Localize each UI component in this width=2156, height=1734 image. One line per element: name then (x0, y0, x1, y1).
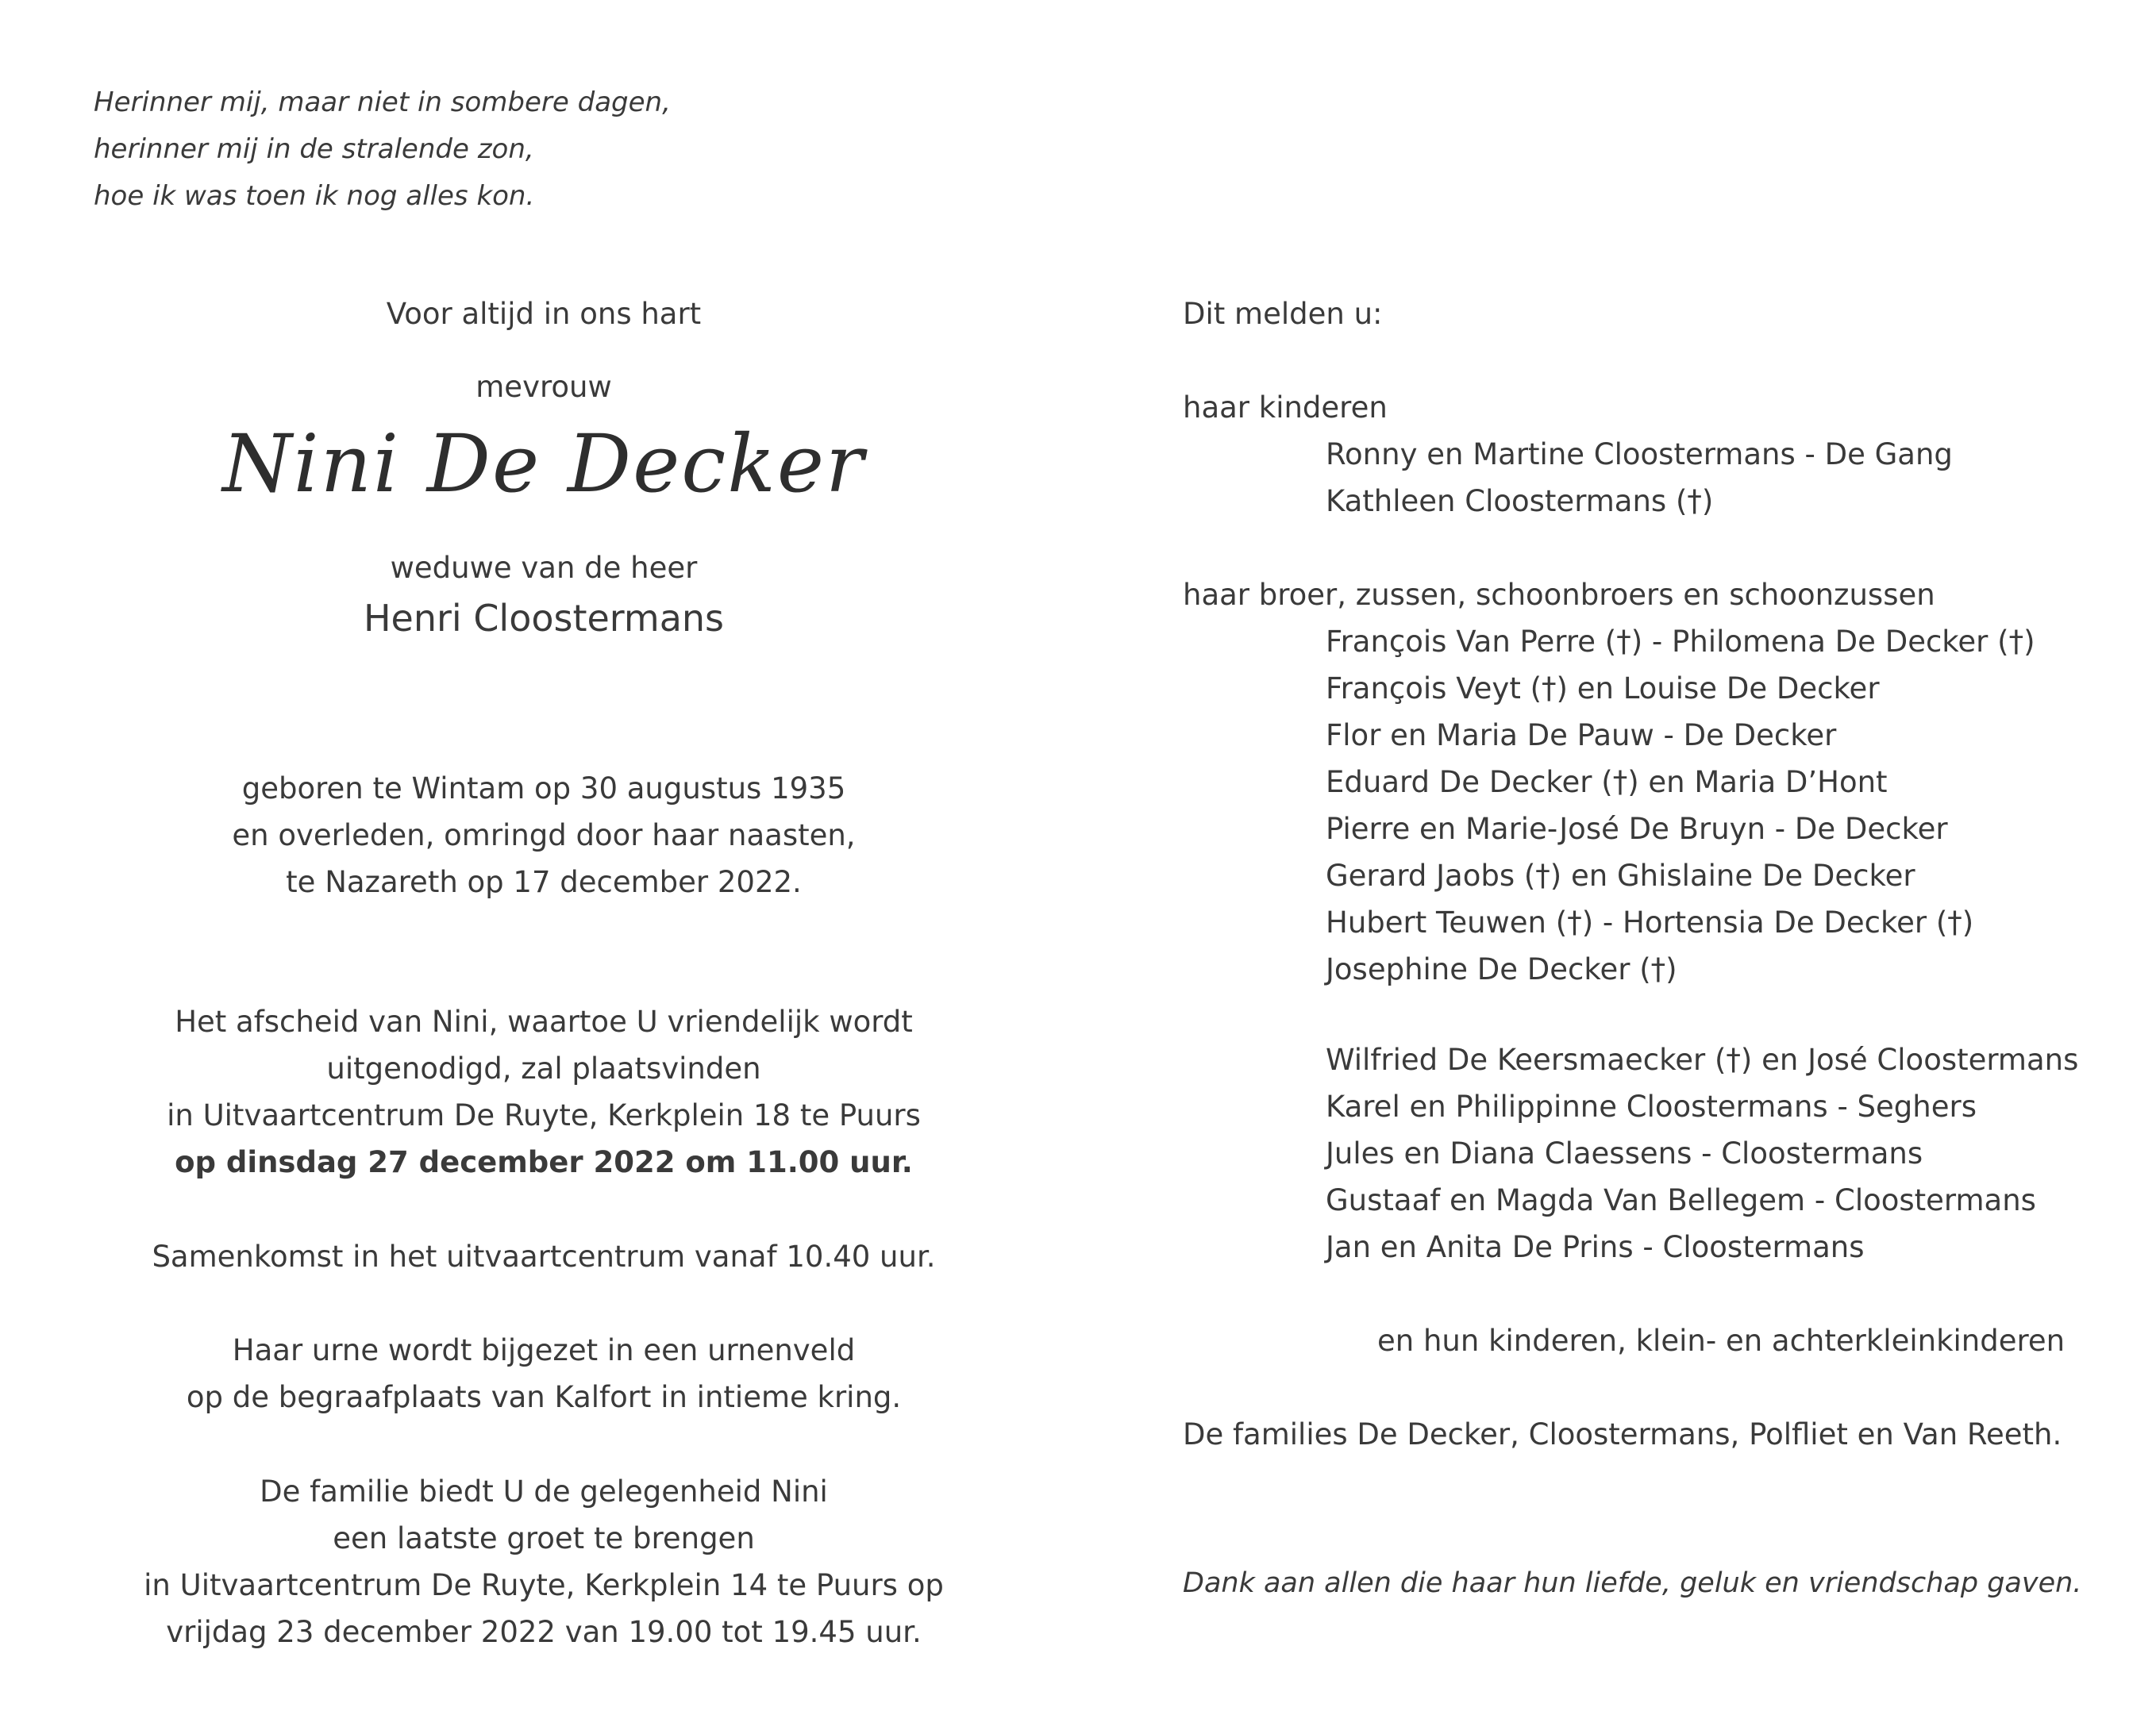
farewell-date: op dinsdag 27 december 2022 om 11.00 uur. (175, 1145, 913, 1179)
gathering (0, 1233, 1088, 1280)
visit-line: De familie biedt U de gelegenheid Nini (260, 1474, 828, 1509)
salutation-text: mevrouw (475, 370, 612, 404)
farewell-line: Het afscheid van Nini, waartoe U vriendelijk wordt (175, 1005, 913, 1039)
death-place-line: te Nazareth op 17 december 2022. (286, 865, 802, 899)
child-entry: Ronny en Martine Cloostermans - De Gang (1326, 437, 1953, 471)
poem-line: herinner mij in de stralende zon, (94, 133, 534, 165)
husband-text: Henri Cloostermans (363, 597, 725, 640)
thanks: Dank aan allen die haar hun liefde, geluk en vriendschap gaven. (1183, 1567, 2082, 1599)
death-line: en overleden, omringd door haar naasten, (232, 818, 856, 852)
children-block (1183, 384, 1953, 525)
salutation (0, 363, 1088, 410)
siblings-heading: haar broer, zussen, schoonbroers en schoonzussen (1183, 578, 1935, 612)
announce: Dit melden u: (1183, 297, 1383, 331)
visit-line: vrijdag 23 december 2022 van 19.00 tot 19.45 uur. (166, 1615, 922, 1649)
sibling-entry: Pierre en Marie-José De Bruyn - De Decker (1326, 812, 1948, 846)
siblings-block (1183, 571, 2035, 993)
husband-name (0, 592, 1088, 644)
in-law-entry: Wilfried De Keersmaecker (†) en José Cloostermans (1326, 1043, 2079, 1077)
forever-text: Voor altijd in ons hart (386, 297, 702, 331)
sibling-entry: Eduard De Decker (†) en Maria D’Hont (1326, 765, 1888, 799)
forever-line (0, 290, 1088, 337)
birth-death-block (0, 765, 1088, 905)
in-law-entry: Jan en Anita De Prins - Cloostermans (1326, 1230, 1865, 1264)
widow-of (0, 544, 1088, 591)
child-entry: Kathleen Cloostermans (†) (1326, 484, 1714, 518)
in-law-entry: Gustaaf en Magda Van Bellegem - Cloostermans (1326, 1183, 2036, 1217)
sibling-entry: Flor en Maria De Pauw - De Decker (1326, 718, 1837, 752)
urn-line: Haar urne wordt bijgezet in een urnenveld (232, 1333, 856, 1367)
sibling-entry: Josephine De Decker (†) (1326, 952, 1677, 986)
in-law-entry: Karel en Philippinne Cloostermans - Seghers (1326, 1090, 1977, 1124)
families: De families De Decker, Cloostermans, Polfliet en Van Reeth. (1183, 1417, 2062, 1451)
deceased-name: Nini De Decker (222, 417, 865, 510)
descendants: en hun kinderen, klein- en achterkleinkinderen (1377, 1324, 2066, 1358)
urn-line: op de begraafplaats van Kalfort in intieme kring. (186, 1380, 902, 1414)
sibling-entry: François Veyt (†) en Louise De Decker (1326, 671, 1880, 706)
farewell-block (0, 998, 1088, 1186)
poem-line: hoe ik was toen ik nog alles kon. (94, 180, 535, 212)
children-heading: haar kinderen (1183, 390, 1388, 425)
farewell-line: uitgenodigd, zal plaatsvinden (326, 1052, 761, 1086)
visit-block (0, 1468, 1088, 1655)
visit-line: in Uitvaartcentrum De Ruyte, Kerkplein 14 te Puurs op (144, 1568, 944, 1602)
widow-of-text: weduwe van de heer (390, 551, 698, 585)
farewell-line: in Uitvaartcentrum De Ruyte, Kerkplein 18 te Puurs (167, 1098, 921, 1132)
sibling-entry: Hubert Teuwen (†) - Hortensia De Decker (†) (1326, 905, 1974, 940)
in-law-entry: Jules en Diana Claessens - Cloostermans (1326, 1136, 1923, 1171)
poem (94, 79, 671, 220)
urn-block (0, 1327, 1088, 1421)
in-laws-block (1183, 1036, 2078, 1271)
sibling-entry: François Van Perre (†) - Philomena De Decker (†) (1326, 625, 2035, 659)
gathering-text: Samenkomst in het uitvaartcentrum vanaf 10.40 uur. (152, 1240, 936, 1274)
poem-line: Herinner mij, maar niet in sombere dagen, (94, 87, 671, 118)
visit-line: een laatste groet te brengen (333, 1521, 755, 1555)
sibling-entry: Gerard Jaobs (†) en Ghislaine De Decker (1326, 859, 1915, 893)
birth-line: geboren te Wintam op 30 augustus 1935 (241, 771, 846, 805)
